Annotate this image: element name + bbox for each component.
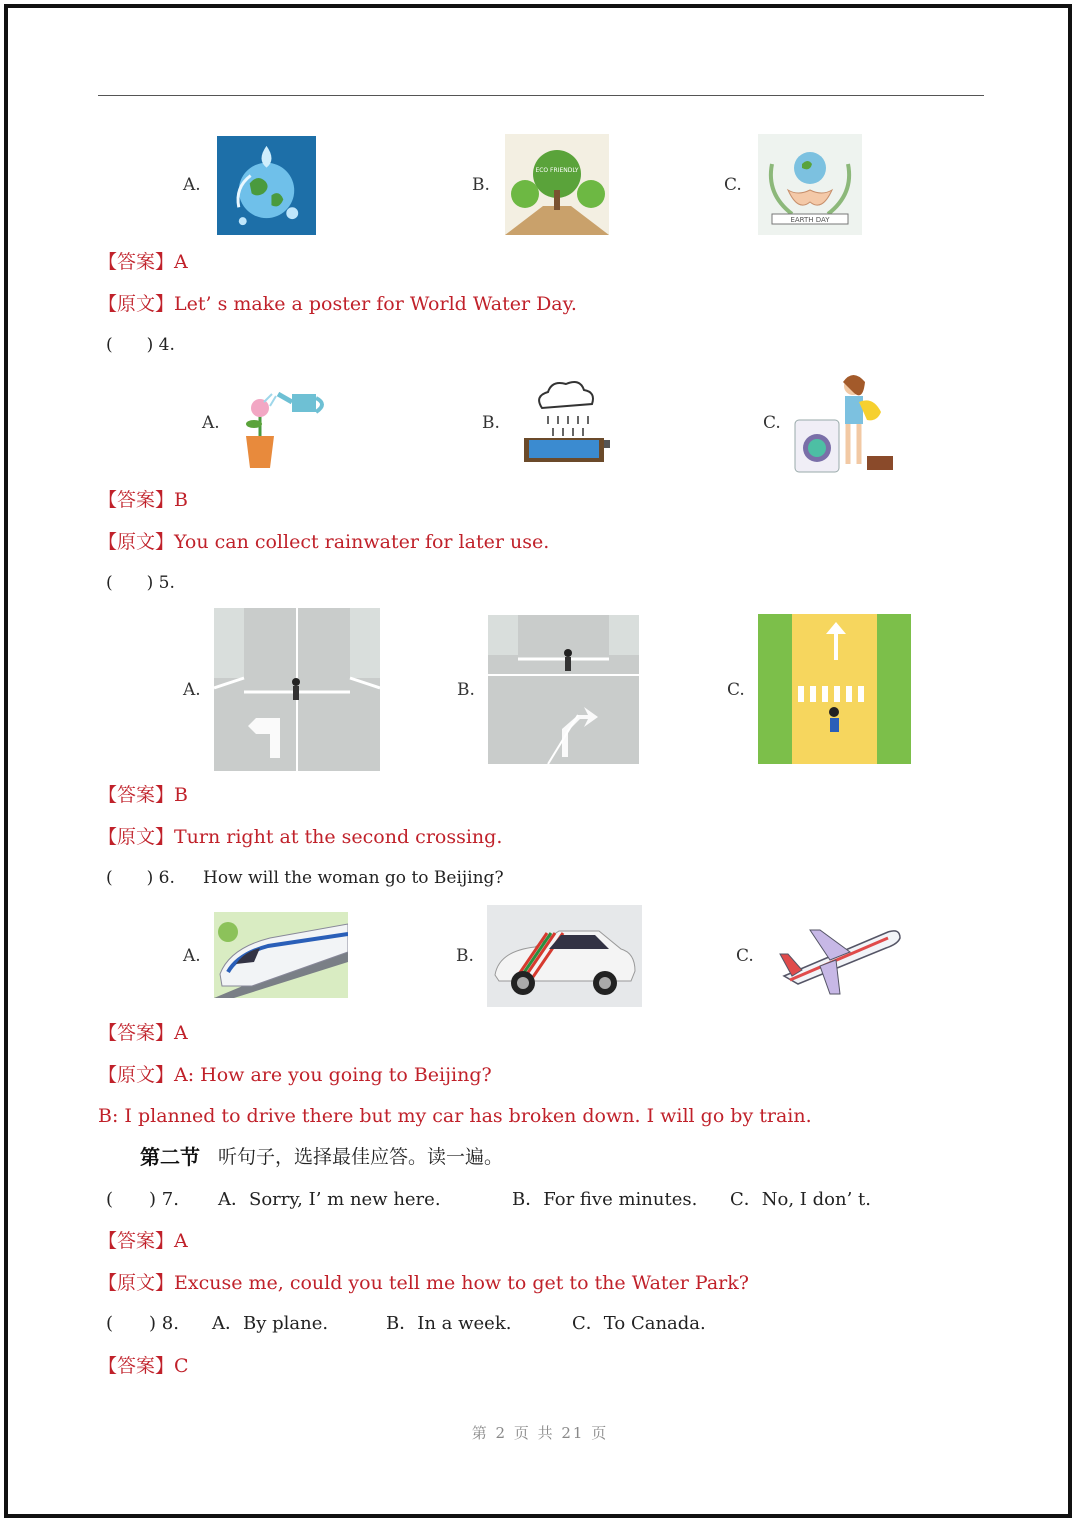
airplane-image [770,920,902,998]
q7-number: ( ) 7. [106,1189,179,1210]
q6-transcript-line-2: B: I planned to drive there but my car has broken down. I will go by train. [98,1105,812,1127]
q4-option-a-label: A. [202,413,220,433]
q3-option-b-label: B. [472,175,490,195]
q7-option-b: B．For five minutes. [512,1189,698,1210]
q6-option-b-label: B. [456,946,474,966]
q4-transcript: 【原文】You can collect rainwater for later use. [98,531,550,553]
eco-friendly-text: ECO FRIENDLY [535,167,579,174]
header-rule [98,95,984,96]
q3-option-a-label: A. [183,175,201,195]
q8-option-c: C．To Canada. [572,1313,706,1334]
q7-transcript: 【原文】Excuse me, could you tell me how to get to the Water Park? [98,1272,749,1294]
q3-answer: 【答案】A [98,251,188,273]
earth-day-hands-image [758,134,862,235]
water-globe-image [216,136,317,235]
q5-number: ( ) 5. [106,573,175,593]
watering-plant-image [236,376,330,470]
rain-collector-image [520,376,612,466]
section-2-title: 第二节 [140,1145,200,1169]
q5-option-b-label: B. [457,680,475,700]
q6-question: How will the woman go to Beijing? [203,868,504,888]
section-2-instruction: 听句子，选择最佳应答。读一遍。 [218,1146,504,1168]
turn-right-crossing-image [488,615,639,764]
sports-car-image [487,905,642,1007]
q6-transcript-line-1: 【原文】A: How are you going to Beijing? [98,1064,492,1086]
q4-option-c-label: C. [763,413,781,433]
q5-answer: 【答案】B [98,784,188,806]
q5-transcript: 【原文】Turn right at the second crossing. [98,826,503,848]
q6-option-a-label: A. [183,946,201,966]
earth-day-text: EARTH DAY [790,216,830,224]
q7-option-a: A．Sorry, I’ m new here. [218,1189,441,1210]
q3-option-c-label: C. [724,175,742,195]
q6-number: ( ) 6. [106,868,175,888]
q4-option-b-label: B. [482,413,500,433]
q5-option-a-label: A. [183,680,201,700]
q7-answer: 【答案】A [98,1230,188,1252]
page-footer: 第 2 页 共 21 页 [471,1424,609,1442]
turn-left-crossing-image [214,608,380,771]
eco-friendly-trees-image [505,134,609,235]
high-speed-train-image [214,912,348,998]
q8-number: ( ) 8. [106,1313,179,1334]
q8-option-b: B．In a week. [386,1313,512,1334]
q6-option-c-label: C. [736,946,754,966]
q5-option-c-label: C. [727,680,745,700]
q4-number: ( ) 4. [106,335,175,355]
q8-answer: 【答案】C [98,1355,189,1377]
laundry-girl-image [793,372,897,476]
q8-option-a: A．By plane. [212,1313,329,1334]
q7-option-c: C．No, I don’ t. [730,1189,871,1210]
go-straight-crossing-image [758,614,911,764]
q3-transcript: 【原文】Let’ s make a poster for World Water Day. [98,293,577,315]
q4-answer: 【答案】B [98,489,188,511]
q6-answer: 【答案】A [98,1022,188,1044]
